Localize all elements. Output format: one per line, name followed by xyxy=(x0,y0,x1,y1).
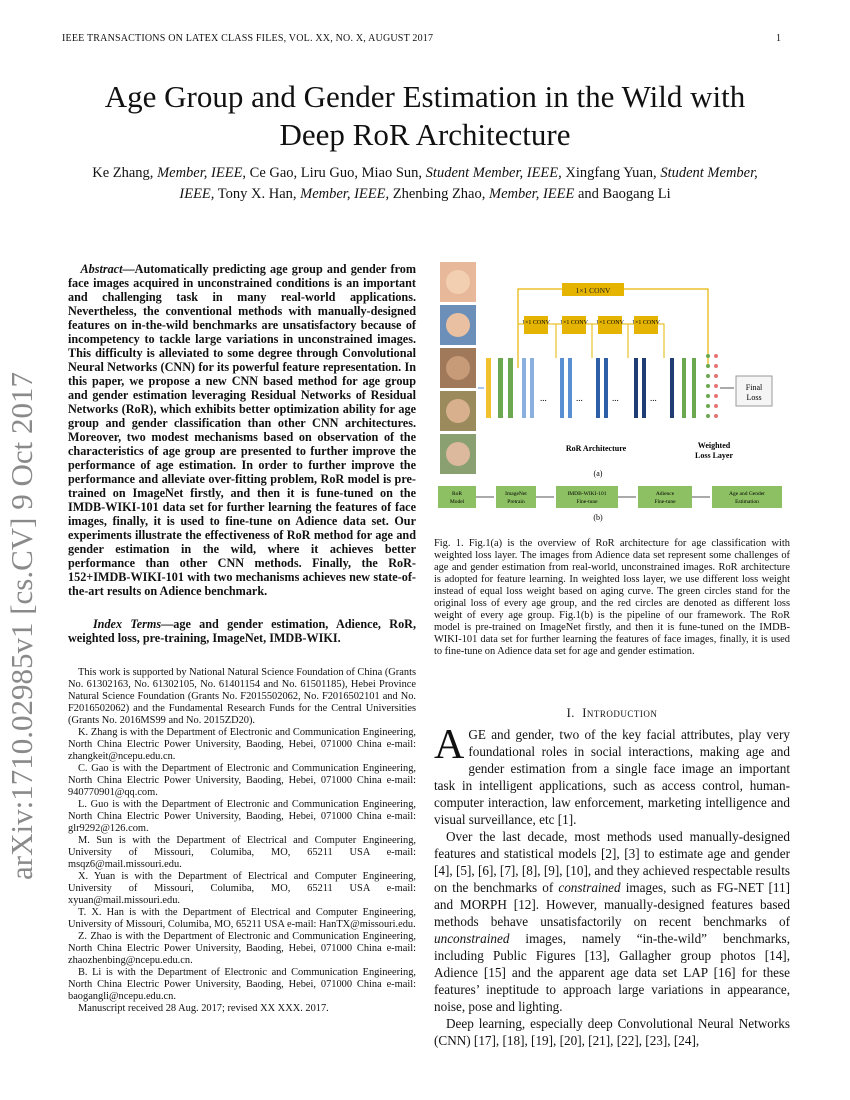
svg-text:IMDB-WIKI-101: IMDB-WIKI-101 xyxy=(567,491,607,497)
paper-title xyxy=(40,78,810,154)
author-name: Tony X. Han, xyxy=(214,186,301,202)
abstract-text: —Automatically predicting age group and gender from face images acquired in unconstrained conditions is an important and challenging task in many real-world applications. Nevertheless, the conventional methods with manually-designed features on in-the-wild benchmarks are unsatisfactory because of incompetency to tackle large variations in unconstrained images. This difficulty is alleviated to some degree through Convolutional Neural Networks (CNN) for its powerful feature representation. In this paper, we propose a new CNN based method for age group and gender estimation leveraging Residual Networks of Residual Networks (RoR), which exhibits better optimization ability for age group and gender classification than other CNN architectures. Moreover, two modest mechanisms based on observation of the characteristics of age group are presented to further improve the performance of age estimation. In order to further improve the performance and alleviate over-fitting problem, RoR model is pre-trained on ImageNet firstly, and then it is fune-tuned on the IMDB-WIKI-101 data set for further learning the features of face images, finally, it is used to fine-tune on Adience data set. Our experiments illustrate the effectiveness of RoR method for age and gender estimation in the wild, where it achieves better performance than other CNN methods. Finally, the RoR-152+IMDB-WIKI-101 with two mechanisms achieves new state-of-the-art results on Adience benchmark. xyxy=(68,262,417,598)
pipeline xyxy=(438,486,782,508)
footnote: X. Yuan is with the Department of Electrical and Computer Engineering, University of Missouri, Columiba, MO, 65211 USA e-mail: xyuan@mail.missouri.edu. xyxy=(68,871,416,906)
abstract-label: Abstract xyxy=(80,262,123,276)
ellipsis-3: ... xyxy=(612,393,619,403)
author-affiliation: Member, IEEE, xyxy=(157,165,247,181)
footnote: Manuscript received 28 Aug. 2017; revised XX XXX. 2017. xyxy=(78,1003,329,1014)
intro-paragraph-2: Over the last decade, most methods used manually-designed features and statistical models [2], [3] to estimate age and gender [4], [5], [6], [7], [8], [9], [10], and they achieved respectable results on the benchmarks of constrained images, such as FG-NET [11] and MORPH [12]. However, manually-designed features based methods behave unsatisfactorily on recent benchmarks of unconstrained images, namely “in-the-wild” benchmarks, including Public Figures [13], Gallagher group photos [14], Adience [15] and the apparent age data set LAP [16] for these features’ ineptitude to approach large variations in appearance, noise, pose and lighting. xyxy=(434,829,791,1014)
svg-text:Fine-tune: Fine-tune xyxy=(576,499,598,505)
introduction-body xyxy=(434,722,791,1049)
footnote: This work is supported by National Natural Science Foundation of China (Grants No. 61302163, No. 61302105, No. 61401154 and No. 61501185), Hebei Province Natural Science Foundation (Grants No. F2015502062, No. F2016502101 and No. F2016502062) and the Fundamental Research Funds for the Central Universities (Grants No. 2016MS99 and No. 2015ZD20). xyxy=(68,667,416,726)
index-terms-text: —age and gender estimation, Adience, RoR, weighted loss, pre-training, ImageNet, IMDB-WIKI. xyxy=(68,617,417,645)
author-name: Xingfang Yuan, xyxy=(561,165,661,181)
block-conv-label: 1×1 CONV xyxy=(596,320,624,326)
figure-1 xyxy=(436,258,790,524)
author-list xyxy=(90,163,760,205)
footnote: M. Sun is with the Department of Electrical and Computer Engineering, University of Missouri, Columiba, MO, 65211 USA e-mail: msqz6@mail.missouri.edu. xyxy=(68,835,416,870)
title-line-2: Deep RoR Architecture xyxy=(279,117,571,152)
footnote: Z. Zhao is with the Department of Electronic and Communication Engineering, North China Electric Power University, Baoding, Hebei, 071000 China e-mail: zhaozhenbing@ncepu.edu.cn. xyxy=(68,931,416,966)
abstract xyxy=(68,262,416,598)
author-affiliation: Student Member, IEEE, xyxy=(425,165,562,181)
weighted-loss-label: Weighted xyxy=(697,441,731,450)
section-number: I. xyxy=(566,706,575,720)
svg-text:Pretrain: Pretrain xyxy=(507,499,525,505)
footnote: C. Gao is with the Department of Electronic and Communication Engineering, North China Electric Power University, Baoding, Hebei, 071000 China e-mail: 940770901@qq.com. xyxy=(68,763,416,798)
author-name: Zhenbing Zhao, xyxy=(389,186,489,202)
top-conv-label: 1×1 CONV xyxy=(575,286,611,295)
ror-architecture-label: RoR Architecture xyxy=(565,444,627,453)
index-terms xyxy=(68,617,416,645)
drop-cap: A xyxy=(434,722,465,768)
svg-text:Loss Layer: Loss Layer xyxy=(695,451,733,460)
author-affiliation: Student Member, IEEE, xyxy=(179,165,758,202)
svg-text:Model: Model xyxy=(449,499,465,505)
svg-text:ImageNet: ImageNet xyxy=(505,491,527,497)
author-name: Ke Zhang, xyxy=(92,165,158,181)
svg-text:Adience: Adience xyxy=(655,491,675,497)
author-affiliation: Member, IEEE, xyxy=(300,186,390,202)
ellipsis-2: ... xyxy=(576,393,583,403)
author-name: and Baogang Li xyxy=(574,186,671,202)
face-photos xyxy=(440,262,476,474)
intro-paragraph-1: AGE and gender, two of the key facial attributes, play very foundational roles in social interactions, making age and gender estimation from a single face image an important task in intelligent applications, such as access control, human-computer interaction, law enforcement, marketing intelligence and visual surveillance, etc [1]. xyxy=(434,722,790,827)
ellipsis-1: ... xyxy=(540,393,547,403)
footnote: B. Li is with the Department of Electronic and Communication Engineering, North China Electric Power University, Baoding, Hebei, 071000 China e-mail: baogangli@ncepu.edu.cn. xyxy=(68,967,416,1002)
subfigure-a-label: (a) xyxy=(593,469,603,478)
svg-text:RoR: RoR xyxy=(451,491,463,497)
section-heading xyxy=(434,706,790,721)
ror-architecture-diagram xyxy=(436,258,790,524)
svg-text:Fine-tune: Fine-tune xyxy=(654,499,676,505)
final-loss-label: Final xyxy=(745,383,763,392)
block-conv-label: 1×1 CONV xyxy=(632,320,660,326)
svg-text:Estimation: Estimation xyxy=(735,499,759,505)
footnote: K. Zhang is with the Department of Electronic and Communication Engineering, North China Electric Power University, Baoding, Hebei, 071000 China e-mail: zhangkeit@ncepu.edu.cn. xyxy=(68,727,416,762)
title-line-1: Age Group and Gender Estimation in the Wild with xyxy=(104,79,746,114)
block-conv-label: 1×1 CONV xyxy=(560,320,588,326)
index-terms-label: Index Terms xyxy=(92,617,162,631)
svg-text:Age and Gender: Age and Gender xyxy=(728,491,766,497)
svg-text:Loss: Loss xyxy=(746,393,762,402)
ellipsis-4: ... xyxy=(650,393,657,403)
page-number: 1 xyxy=(776,33,781,44)
footnote: T. X. Han is with the Department of Electrical and Computer Engineering, University of Missouri, Columiba, MO, 65211 USA e-mail: HanTX@missouri.edu. xyxy=(68,907,416,930)
intro-paragraph-3: Deep learning, especially deep Convolutional Neural Networks (CNN) [17], [18], [19], [20], [21], [22], [23], [24], xyxy=(434,1016,790,1048)
author-affiliation: Member, IEEE xyxy=(489,186,575,202)
author-name: Ce Gao, Liru Guo, Miao Sun, xyxy=(246,165,426,181)
subfigure-b-label: (b) xyxy=(593,513,603,522)
footnote: L. Guo is with the Department of Electronic and Communication Engineering, North China Electric Power University, Baoding, Hebei, 071000 China e-mail: glr9292@126.com. xyxy=(68,799,416,834)
section-title: Introduction xyxy=(582,706,658,720)
arxiv-side-stamp: arXiv:1710.02985v1 [cs.CV] 9 Oct 2017 xyxy=(4,372,39,880)
footnotes xyxy=(68,667,416,1015)
block-conv-boxes xyxy=(522,316,661,334)
running-head: IEEE TRANSACTIONS ON LATEX CLASS FILES, VOL. XX, NO. X, AUGUST 2017 xyxy=(62,33,434,44)
figure-caption: Fig. 1. Fig.1(a) is the overview of RoR architecture for age classification with weighted loss layer. The images from Adience data set represent some challenges of age and gender estimation from real-world, unconstrained images. RoR architecture is adopted for feature learning. In weighted loss layer, we use different loss weight instead of equal loss weight based on aging curve. The green circles stand for the original loss of every age group, and the red circles are denoted as different loss weight of every age group. Fig.1(b) is the pipeline of our framework. The RoR model is pre-trained on ImageNet firstly, and then it is fune-tuned on the IMDB-WIKI-101 data set for further learning the features of face images, finally, it is used to fine-tune on Adience data set for age and gender estimation. xyxy=(434,538,790,657)
block-conv-label: 1×1 CONV xyxy=(522,320,550,326)
